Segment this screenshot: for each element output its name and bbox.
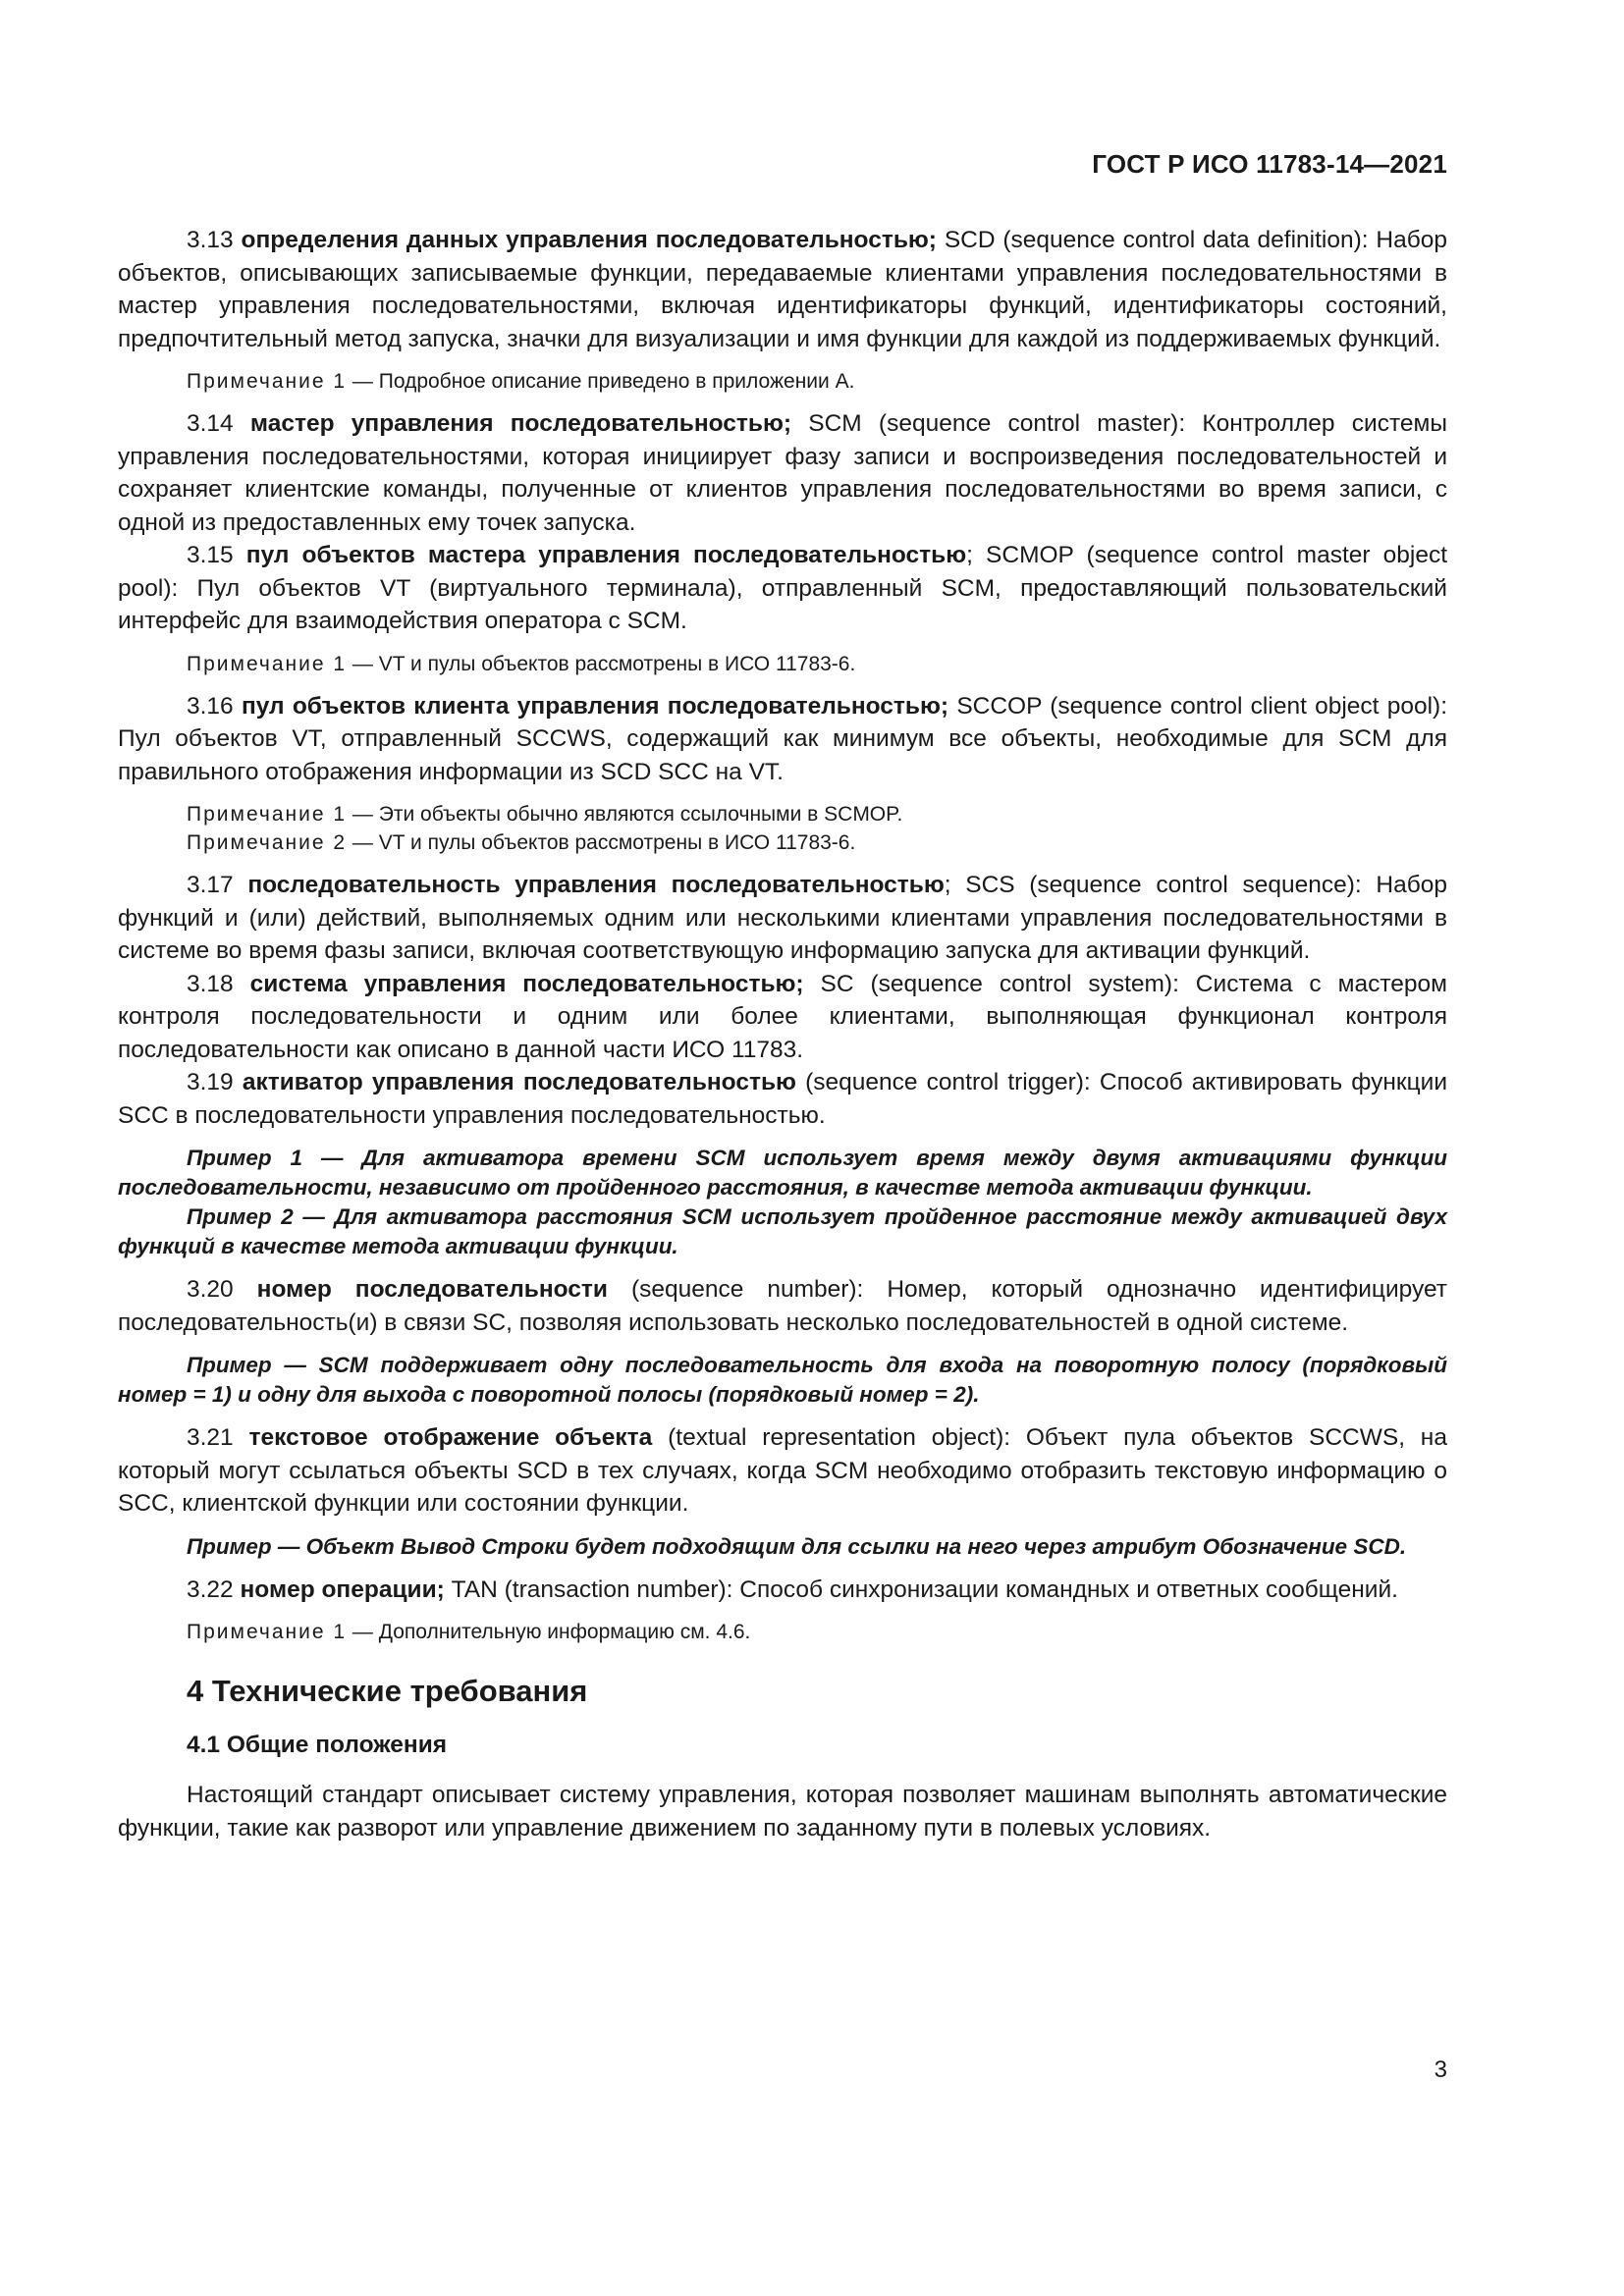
section-heading: 4 Технические требования xyxy=(187,1674,588,1708)
note-label: Примечание 1 xyxy=(187,803,348,826)
note-text: — Эти объекты обычно являются ссылочными в SCMOP. xyxy=(352,803,903,826)
term-number: 3.15 xyxy=(187,542,234,568)
note-text: — Дополнительную информацию см. 4.6. xyxy=(352,1621,751,1643)
term-number: 3.19 xyxy=(187,1069,234,1095)
note-label: Примечание 2 xyxy=(187,831,348,854)
note-label: Примечание 1 xyxy=(187,652,348,675)
note xyxy=(118,1618,1447,1646)
example: Пример — SCM поддерживает одну последовательность для входа на поворотную полосу (порядковый номер = 1) и одну для выхода с поворотной полосы (порядковый номер = 2). xyxy=(118,1353,1447,1407)
section-paragraph: Настоящий стандарт описывает систему управления, которая позволяет машинам выполнять автоматические функции, такие как разворот или управление движением по заданному пути в полевых условиях. xyxy=(118,1782,1447,1842)
term-definition: SCD (sequence control data definition): Набор объектов, описывающих записываемые функции, передаваемые клиентами управления последовательностями в мастер управления последовательностями, включая идентификаторы функций, идентификаторы состояний, предпочтительный метод запуска, значки для визуализации и имя функции для каждой из поддерживаемых функций. xyxy=(118,227,1447,352)
term-number: 3.16 xyxy=(187,692,234,720)
term-number: 3.22 xyxy=(187,1575,234,1603)
term-number: 3.20 xyxy=(187,1276,234,1303)
term-definition: SCCOP (sequence control client object pool): Пул объектов VT, отправленный SCCWS, содержащий как минимум все объекты, необходимые для SCM для правильного отображения информации из SCD SCC на VT. xyxy=(118,692,1448,785)
term-entry-3-16 xyxy=(118,690,1447,789)
term-definition: ; SCMOP (sequence control master object pool): Пул объектов VT (виртуального терминала), отправленный SCM, предоставляющий пользовательский интерфейс для взаимодействия оператора с SCM. xyxy=(118,542,1447,634)
example: Пример 2 — Для активатора расстояния SCM использует пройденное расстояние между активацией двух функций в качестве метода активации функции. xyxy=(118,1204,1447,1258)
note-label: Примечание 1 xyxy=(187,1621,348,1643)
term-entry-3-13 xyxy=(118,224,1447,355)
subsection-heading: 4.1 Общие положения xyxy=(187,1732,448,1758)
term-name: номер операции; xyxy=(240,1575,445,1603)
term-definition: TAN (transaction number): Способ синхронизации командных и ответных сообщений. xyxy=(451,1575,1398,1603)
example: Пример 1 — Для активатора времени SCM использует время между двумя активациями функции последовательности, независимо от пройденного расстояния, в качестве метода активации функции. xyxy=(118,1146,1447,1200)
term-number: 3.14 xyxy=(187,410,234,437)
term-definition: (sequence number): Номер, который однозначно идентифицирует последовательность(и) в связи SC, позволяя использовать несколько последовательностей в одной системе. xyxy=(118,1276,1447,1336)
term-entry-3-21 xyxy=(118,1421,1447,1521)
note-text: — Подробное описание приведено в приложении А. xyxy=(352,370,855,393)
term-entry-3-20 xyxy=(118,1273,1447,1339)
term-definition: SC (sequence control system): Система с мастером контроля последовательности и одним или более клиентами, выполняющая функционал контроля последовательности как описано в данной части ИСО 11783. xyxy=(118,970,1447,1063)
term-name: последовательность управления последовательностью xyxy=(247,872,945,898)
term-number: 3.18 xyxy=(187,970,234,997)
term-number: 3.21 xyxy=(187,1424,234,1451)
term-definition: SCM (sequence control master): Контроллер системы управления последовательностями, которая инициирует фазу записи и воспроизведения последовательностей и сохраняет клиентские команды, полученные от клиентов управления последовательностями во время записи, с одной из предоставленных ему точек запуска. xyxy=(118,410,1447,536)
document-body xyxy=(118,224,1447,1844)
term-entry-3-18 xyxy=(118,968,1447,1067)
note-text: — VT и пулы объектов рассмотрены в ИСО 11783-6. xyxy=(352,831,856,854)
example: Пример — Объект Вывод Строки будет подходящим для ссылки на него через атрибут Обозначение SCD. xyxy=(187,1533,1407,1559)
term-name: активатор управления последовательностью xyxy=(242,1069,796,1095)
note xyxy=(118,828,1447,857)
term-name: мастер управления последовательностью; xyxy=(249,410,792,437)
term-name: текстовое отображение объекта xyxy=(248,1424,653,1451)
document-code-header: ГОСТ Р ИСО 11783-14—2021 xyxy=(1092,149,1447,179)
term-name: определения данных управления последовательностью; xyxy=(241,227,937,253)
note-label: Примечание 1 xyxy=(187,370,348,393)
term-definition: ; SCS (sequence control sequence): Набор функций и (или) действий, выполняемых одним или несколькими клиентами управления последовательностями в системе во время фазы записи, включая соответствующую информацию запуска для активации функций. xyxy=(118,872,1448,964)
page-number: 3 xyxy=(1434,2056,1447,2083)
note xyxy=(118,800,1447,828)
term-number: 3.13 xyxy=(187,227,234,253)
note xyxy=(118,650,1447,678)
term-entry-3-15 xyxy=(118,539,1447,638)
term-entry-3-14 xyxy=(118,407,1447,539)
term-entry-3-19 xyxy=(118,1066,1447,1132)
term-name: номер последовательности xyxy=(256,1276,608,1303)
term-name: система управления последовательностью; xyxy=(249,970,804,997)
term-entry-3-22 xyxy=(118,1574,1447,1607)
term-definition: (sequence control trigger): Способ активировать функции SCC в последовательности управления последовательностью. xyxy=(118,1069,1448,1129)
term-entry-3-17 xyxy=(118,869,1447,968)
term-definition: (textual representation object): Объект пула объектов SCCWS, на который могут ссылаться объекты SCD в тех случаях, когда SCM необходимо отобразить текстовую информацию о SCC, клиентской функции или состоянии функции. xyxy=(118,1424,1447,1517)
note xyxy=(118,367,1447,396)
term-name: пул объектов клиента управления последовательностью; xyxy=(241,692,949,720)
term-name: пул объектов мастера управления последовательностью xyxy=(245,542,967,568)
note-text: — VT и пулы объектов рассмотрены в ИСО 11783-6. xyxy=(352,652,856,675)
term-number: 3.17 xyxy=(187,872,234,898)
